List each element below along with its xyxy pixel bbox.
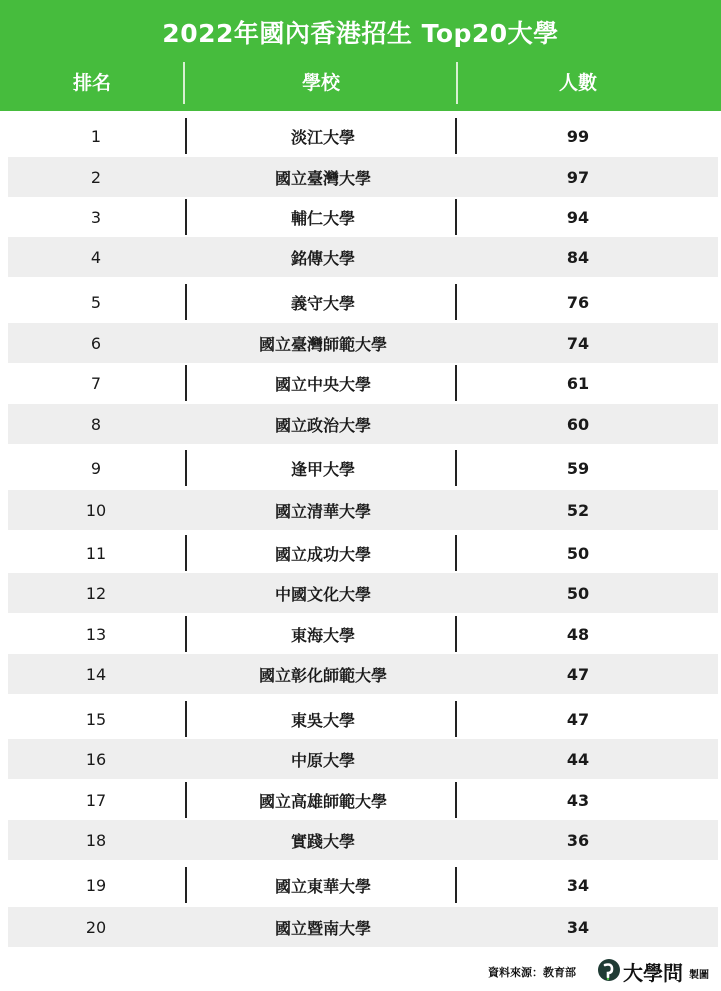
rank-cell: 3 [90,207,102,227]
school-cell: 國立東華大學 [274,876,371,896]
column-divider [185,782,187,818]
rank-cell: 5 [90,292,102,312]
count-cell: 44 [566,749,590,769]
count-cell: 34 [566,917,590,937]
table-row [8,157,718,197]
table-row [8,654,718,694]
page-title: 2022年國內香港招生 Top20大學 [162,19,559,48]
table-row [8,614,718,654]
column-divider [185,365,187,401]
school-cell: 中原大學 [290,750,355,770]
rank-cell: 18 [85,830,107,850]
column-divider [185,284,187,320]
table-row [8,282,718,322]
brand-logo-icon [597,958,621,982]
column-divider [185,701,187,737]
count-cell: 43 [566,790,590,810]
table-row [8,404,718,444]
count-cell: 52 [566,500,590,520]
rank-cell: 14 [85,664,107,684]
school-cell: 義守大學 [290,293,355,313]
made-by-label: 製圖 [689,970,709,981]
count-cell: 36 [566,830,590,850]
school-cell: 輔仁大學 [290,208,355,228]
column-divider [185,867,187,903]
column-divider [455,199,457,235]
column-divider [455,616,457,652]
school-cell: 實踐大學 [290,831,355,851]
rank-cell: 1 [90,126,102,146]
rank-cell: 15 [85,709,107,729]
column-divider [455,118,457,154]
column-divider [455,867,457,903]
column-divider [455,782,457,818]
column-divider [455,701,457,737]
rank-cell: 17 [85,790,107,810]
count-cell: 48 [566,624,590,644]
column-divider [455,450,457,486]
rank-cell: 2 [90,167,102,187]
table-row [8,907,718,947]
count-cell: 59 [566,458,590,478]
count-cell: 74 [566,333,590,353]
column-divider [455,365,457,401]
column-header-school: 學校 [301,72,340,94]
column-divider [185,199,187,235]
count-cell: 47 [566,664,590,684]
table-row [8,820,718,860]
table-row [8,573,718,613]
count-cell: 99 [566,126,590,146]
table-row [8,448,718,488]
table-row [8,533,718,573]
table-row [8,116,718,156]
school-cell: 國立臺灣大學 [274,168,371,188]
rank-cell: 8 [90,414,102,434]
brand-name: 大學問 [623,961,683,985]
column-divider [455,284,457,320]
school-cell: 逢甲大學 [290,459,355,479]
table-row [8,237,718,277]
school-cell: 國立成功大學 [274,544,371,564]
school-cell: 淡江大學 [290,127,355,147]
school-cell: 國立政治大學 [274,415,371,435]
school-cell: 國立清華大學 [274,501,371,521]
count-cell: 50 [566,583,590,603]
rank-cell: 19 [85,875,107,895]
rank-cell: 9 [90,458,102,478]
table-row [8,490,718,530]
column-header-count: 人數 [558,72,597,94]
school-cell: 中國文化大學 [274,584,371,604]
count-cell: 50 [566,543,590,563]
school-cell: 東海大學 [290,625,355,645]
table-row [8,699,718,739]
school-cell: 國立暨南大學 [274,918,371,938]
table-row [8,739,718,779]
school-cell: 國立中央大學 [274,374,371,394]
count-cell: 61 [566,373,590,393]
column-divider [455,535,457,571]
rank-cell: 6 [90,333,102,353]
count-cell: 34 [566,875,590,895]
count-cell: 60 [566,414,590,434]
rank-cell: 13 [85,624,107,644]
table-row [8,363,718,403]
rank-cell: 10 [85,500,107,520]
school-cell: 銘傳大學 [290,248,355,268]
count-cell: 47 [566,709,590,729]
column-divider [185,450,187,486]
table-row [8,865,718,905]
table-row [8,197,718,237]
school-cell: 國立臺灣師範大學 [258,334,387,354]
school-cell: 東吳大學 [290,710,355,730]
table-row [8,323,718,363]
column-header-rank: 排名 [72,72,111,94]
column-divider [185,535,187,571]
school-cell: 國立高雄師範大學 [258,791,387,811]
count-cell: 94 [566,207,590,227]
rank-cell: 20 [85,917,107,937]
rank-cell: 7 [90,373,102,393]
rank-cell: 12 [85,583,107,603]
school-cell: 國立彰化師範大學 [258,665,387,685]
rank-cell: 16 [85,749,107,769]
count-cell: 84 [566,247,590,267]
source-note: 資料來源：教育部 [488,966,576,979]
column-divider [185,616,187,652]
count-cell: 76 [566,292,590,312]
rank-cell: 11 [85,543,107,563]
rank-cell: 4 [90,247,102,267]
count-cell: 97 [566,167,590,187]
table-row [8,780,718,820]
column-divider [185,118,187,154]
